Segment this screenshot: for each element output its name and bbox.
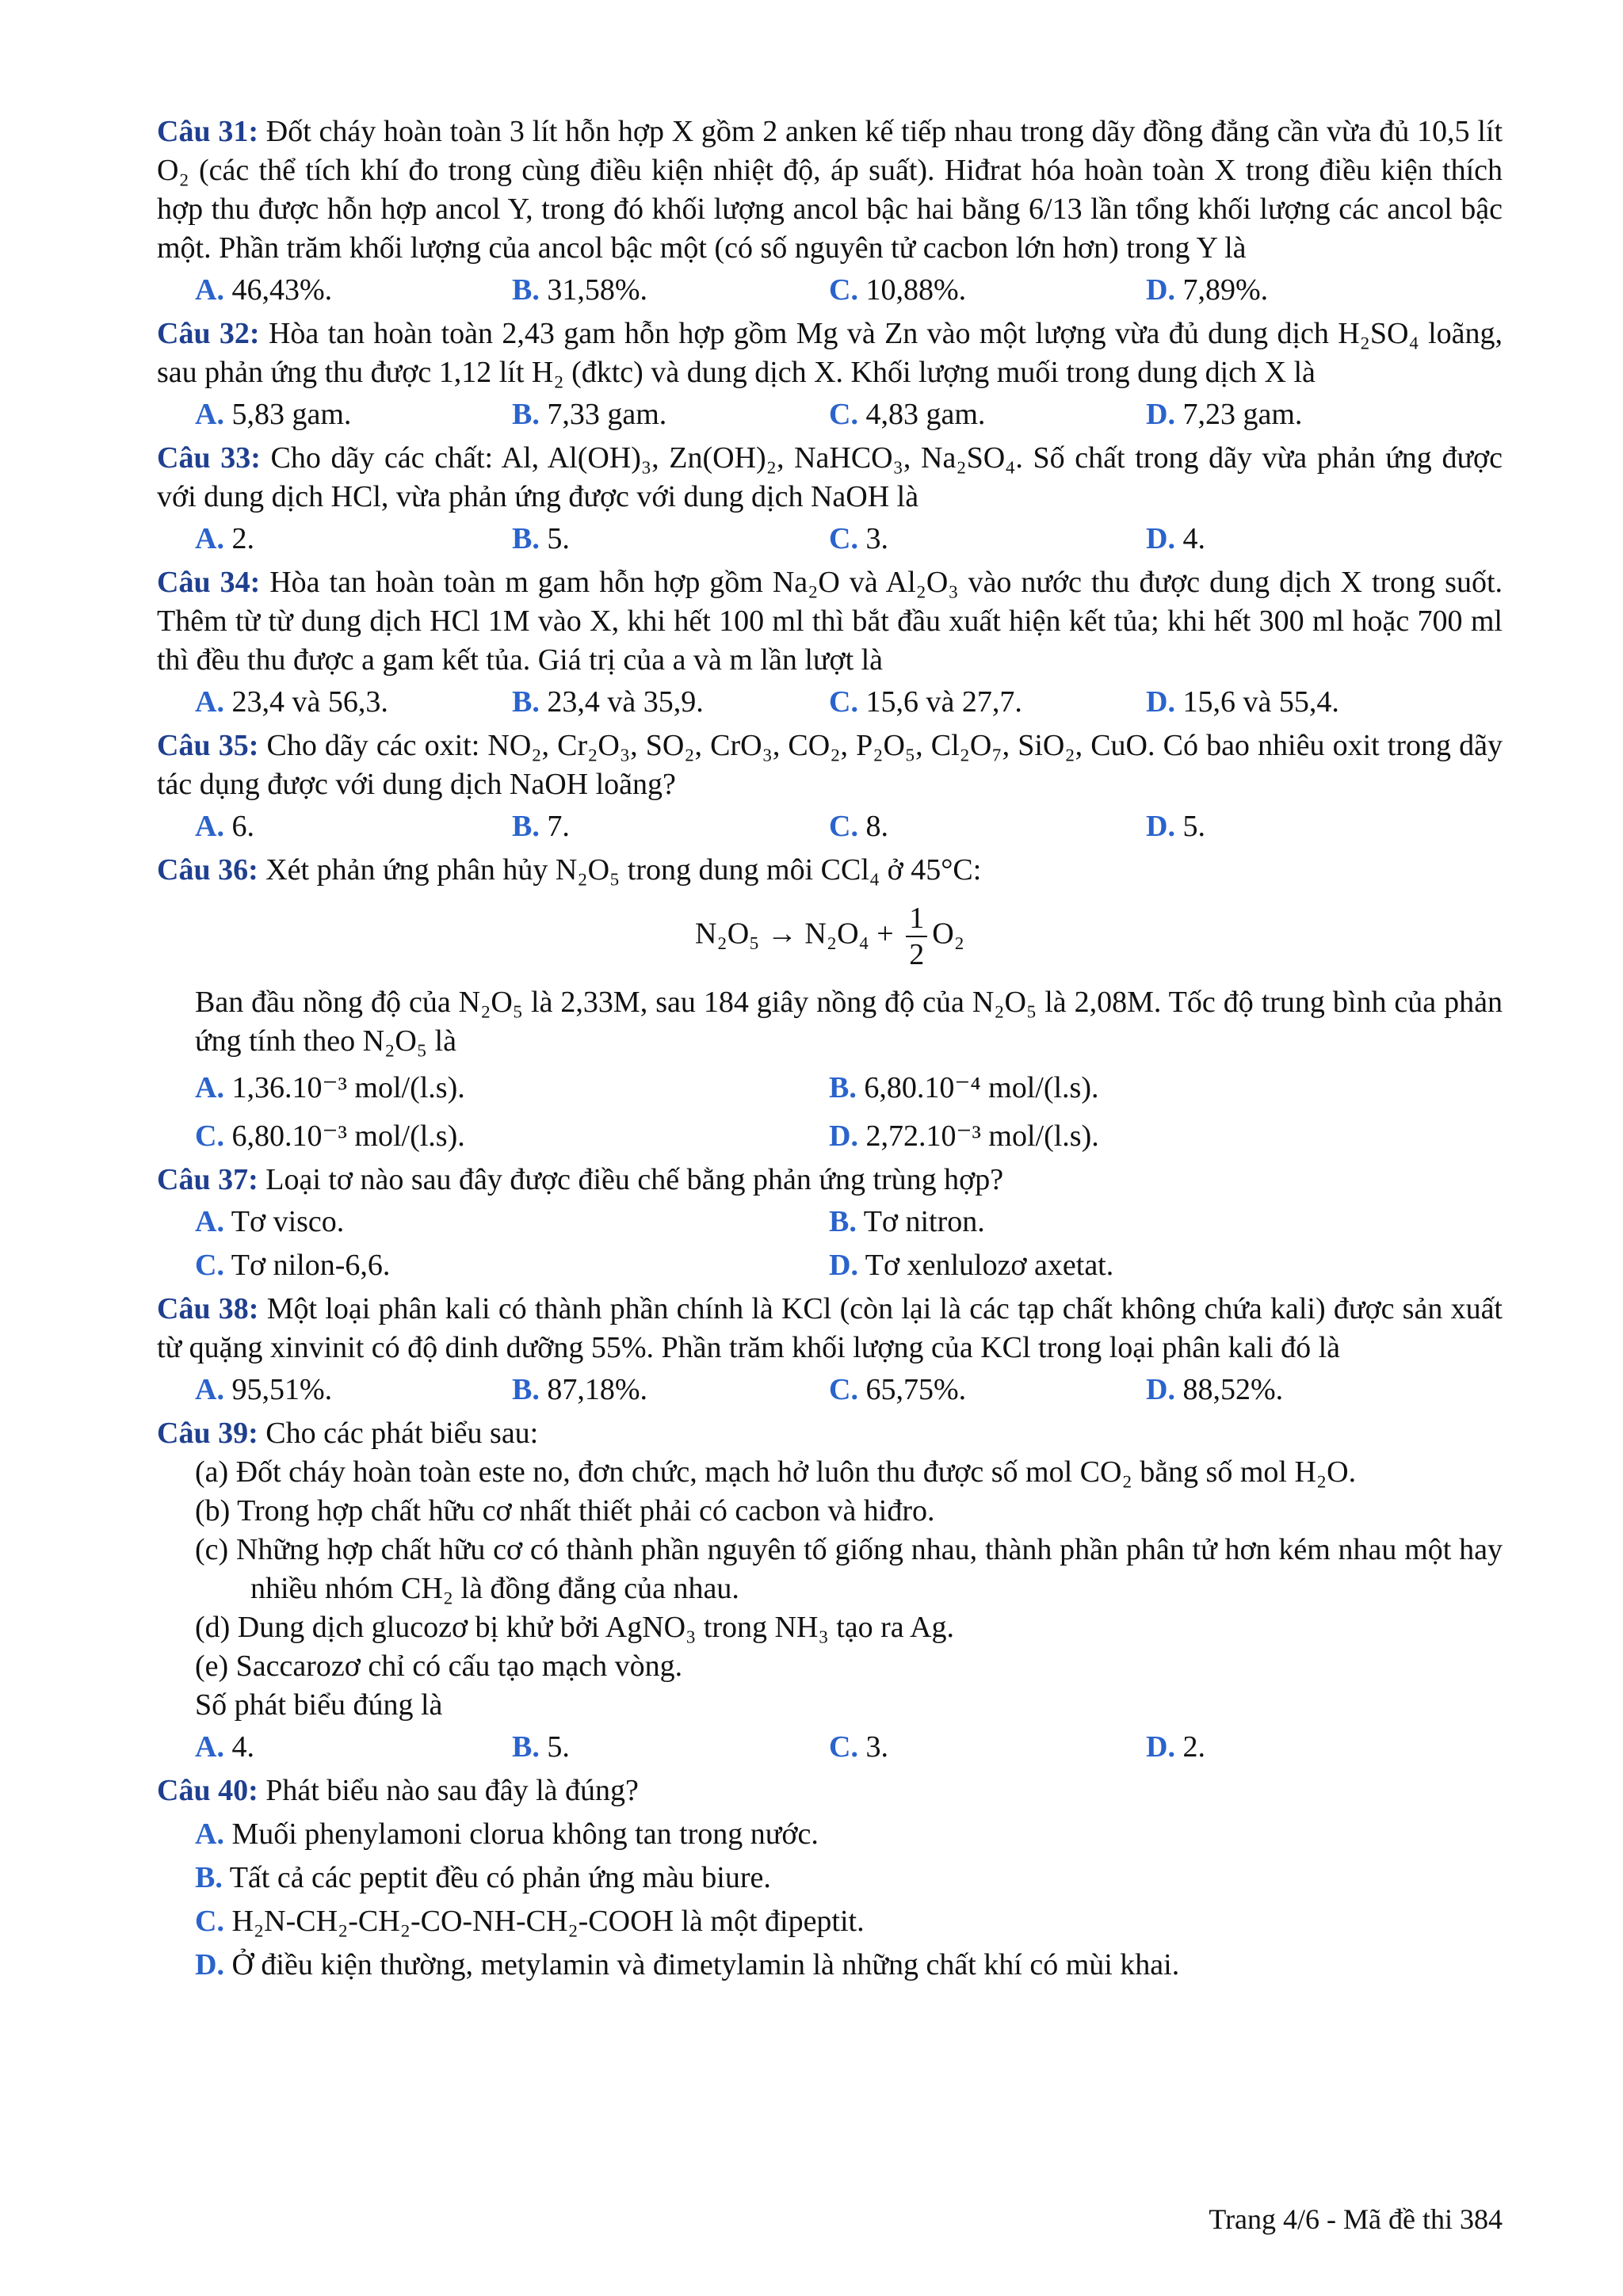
option-letter: A.: [195, 1071, 224, 1104]
option-letter: B.: [512, 1373, 540, 1406]
question-text: Cho các phát biểu sau:: [265, 1417, 539, 1450]
question-label: Câu 36:: [157, 853, 258, 887]
question-label: Câu 33:: [157, 441, 261, 475]
option-letter: B.: [512, 273, 540, 307]
statement-b: (b) Trong hợp chất hữu cơ nhất thiết phải có cacbon và hiđro.: [195, 1494, 935, 1527]
question-text: Đốt cháy hoàn toàn 3 lít hỗn hợp X gồm 2 anken kế tiếp nhau trong dãy đồng đẳng cần vừa đủ 10,5 lít O₂ (các thể tích khí đo trong cùng điều kiện nhiệt độ, áp suất). Hiđrat hóa hoàn toàn X trong điều kiện thích hợp thu được hỗn hợp ancol Y, trong đó khối lượng ancol bậc hai bằng 6/13 lần tổng khối lượng các ancol bậc một. Phần trăm khối lượng của ancol bậc một (có số nguyên tử cacbon lớn hơn) trong Y là: [157, 115, 1503, 265]
option-letter: C.: [829, 810, 858, 843]
option-letter: C.: [195, 1249, 224, 1282]
option-b: [195, 1859, 1503, 1897]
question-40: [157, 1772, 1503, 1810]
option-letter: B.: [512, 685, 540, 719]
fraction: [906, 901, 927, 972]
statement-c: (c) Những hợp chất hữu cơ có thành phần nguyên tố giống nhau, thành phần phân tử hơn kém nhau một hay nhiều nhóm CH₂ là đồng đẳng của nhau.: [195, 1533, 1503, 1605]
option-letter: A.: [195, 685, 224, 719]
question-text: Hòa tan hoàn toàn m gam hỗn hợp gồm Na₂O và Al₂O₃ vào nước thu được dung dịch X trong suốt. Thêm từ từ dung dịch HCl 1M vào X, khi hết 100 ml thì bắt đầu xuất hiện kết tủa; khi hết 300 ml hoặc 700 ml thì đều thu được a gam kết tủa. Giá trị của a và m lần lượt là: [157, 566, 1503, 677]
option-d: [1146, 1728, 1463, 1767]
option-letter: C.: [829, 398, 858, 431]
option-letter: B.: [829, 1205, 857, 1238]
option-letter: A.: [195, 398, 224, 431]
option-text: 4,83 gam.: [865, 398, 986, 431]
option-text: 65,75%.: [865, 1373, 967, 1406]
option-letter: B.: [512, 522, 540, 555]
question-text: Loại tơ nào sau đây được điều chế bằng phản ứng trùng hợp?: [265, 1163, 1004, 1196]
option-text: 2,72.10⁻³ mol/(l.s).: [865, 1119, 1099, 1153]
option-letter: A.: [195, 273, 224, 307]
option-letter: C.: [195, 1905, 224, 1938]
question-37: [157, 1161, 1503, 1199]
option-text: 15,6 và 55,4.: [1182, 685, 1339, 719]
question-32: [157, 315, 1503, 392]
options-38: [195, 1371, 1503, 1409]
option-d: [195, 1946, 1503, 1985]
option-letter: D.: [1146, 685, 1175, 719]
question-text: Phát biểu nào sau đây là đúng?: [265, 1774, 639, 1807]
option-text: 6.: [231, 810, 254, 843]
option-letter: B.: [512, 810, 540, 843]
statement-a: (a) Đốt cháy hoàn toàn este no, đơn chức, mạch hở luôn thu được số mol CO₂ bằng số mol H₂O.: [195, 1455, 1357, 1489]
option-text: Ở điều kiện thường, metylamin và đimetylamin là những chất khí có mùi khai.: [231, 1948, 1180, 1981]
question-label: Câu 37:: [157, 1163, 258, 1196]
question-text: Cho dãy các oxit: NO₂, Cr₂O₃, SO₂, CrO₃, CO₂, P₂O₅, Cl₂O₇, SiO₂, CuO. Có bao nhiêu oxit trong dãy tác dụng được với dung dịch NaOH loãng?: [157, 729, 1503, 801]
options-39: [195, 1728, 1503, 1767]
option-text: 7.: [547, 810, 570, 843]
option-letter: C.: [829, 1373, 858, 1406]
options-33: [195, 520, 1503, 559]
option-d: [1146, 395, 1463, 434]
option-b: [512, 807, 829, 846]
option-b: [512, 271, 829, 310]
question-34: [157, 563, 1503, 680]
option-text: 5.: [1182, 810, 1205, 843]
option-text: 95,51%.: [231, 1373, 333, 1406]
option-letter: D.: [829, 1249, 858, 1282]
option-letter: D.: [1146, 1373, 1175, 1406]
question-label: Câu 39:: [157, 1417, 258, 1450]
question-label: Câu 31:: [157, 115, 258, 148]
option-c: [829, 271, 1146, 310]
option-text: 2.: [231, 522, 254, 555]
option-text: 6,80.10⁻³ mol/(l.s).: [231, 1119, 465, 1153]
option-text: 5.: [547, 1730, 570, 1764]
option-letter: A.: [195, 1373, 224, 1406]
question-label: Câu 40:: [157, 1774, 258, 1807]
exam-content: [157, 113, 1503, 1985]
option-text: 6,80.10⁻⁴ mol/(l.s).: [864, 1071, 1099, 1104]
option-text: Tất cả các peptit đều có phản ứng màu biure.: [229, 1861, 771, 1894]
option-a: [195, 1069, 829, 1108]
option-a: [195, 271, 512, 310]
options-35: [195, 807, 1503, 846]
option-letter: C.: [829, 1730, 858, 1764]
option-text: 15,6 và 27,7.: [865, 685, 1022, 719]
option-text: 1,36.10⁻³ mol/(l.s).: [231, 1071, 465, 1104]
question-label: Câu 35:: [157, 729, 259, 762]
option-d: [829, 1246, 1463, 1285]
statement-d: (d) Dung dịch glucozơ bị khử bởi AgNO₃ trong NH₃ tạo ra Ag.: [195, 1611, 954, 1644]
option-a: [195, 807, 512, 846]
options-36-row1: [195, 1069, 1503, 1108]
option-b: [512, 683, 829, 722]
option-letter: B.: [829, 1071, 857, 1104]
option-text: Tơ nilon-6,6.: [231, 1249, 391, 1282]
option-b: [829, 1069, 1463, 1108]
option-letter: D.: [829, 1119, 858, 1153]
option-letter: A.: [195, 522, 224, 555]
option-letter: D.: [1146, 273, 1175, 307]
option-letter: C.: [829, 685, 858, 719]
reaction-equation: [157, 901, 1503, 972]
fraction-denominator: 2: [909, 938, 925, 971]
question-label: Câu 34:: [157, 566, 261, 599]
option-b: [512, 395, 829, 434]
option-text: 5,83 gam.: [231, 398, 352, 431]
question-label: Câu 32:: [157, 317, 260, 350]
option-letter: A.: [195, 1817, 224, 1851]
option-d: [1146, 1371, 1463, 1409]
option-text: 4.: [231, 1730, 254, 1764]
option-a: [195, 1371, 512, 1409]
option-a: [195, 683, 512, 722]
options-31: [195, 271, 1503, 310]
option-text: 46,43%.: [231, 273, 333, 307]
option-c: [195, 1117, 829, 1156]
options-34: [195, 683, 1503, 722]
option-c: [195, 1902, 1503, 1941]
option-d: [1146, 683, 1463, 722]
options-36-row2: [195, 1117, 1503, 1156]
option-text: 7,89%.: [1182, 273, 1269, 307]
option-text: 3.: [865, 522, 888, 555]
option-d: [829, 1117, 1463, 1156]
option-text: 87,18%.: [547, 1373, 648, 1406]
option-letter: D.: [1146, 522, 1175, 555]
option-text: Tơ xenlulozơ axetat.: [865, 1249, 1114, 1282]
option-letter: D.: [1146, 1730, 1175, 1764]
option-c: [829, 1728, 1146, 1767]
question-31: [157, 113, 1503, 268]
option-letter: C.: [195, 1119, 224, 1153]
page-footer: Trang 4/6 - Mã đề thi 384: [1209, 2203, 1503, 2235]
question-39: [157, 1414, 1503, 1453]
option-text: 10,88%.: [865, 273, 967, 307]
option-d: [1146, 271, 1463, 310]
fraction-numerator: 1: [906, 901, 927, 937]
option-text: 88,52%.: [1182, 1373, 1284, 1406]
option-letter: A.: [195, 810, 224, 843]
option-b: [512, 1728, 829, 1767]
option-text: H₂N-CH₂-CH₂-CO-NH-CH₂-COOH là một đipeptit.: [231, 1905, 865, 1938]
options-37-row1: [195, 1203, 1503, 1241]
option-a: [195, 1728, 512, 1767]
option-letter: B.: [512, 1730, 540, 1764]
option-text: 7,33 gam.: [547, 398, 667, 431]
option-c: [829, 520, 1146, 559]
option-letter: D.: [195, 1948, 224, 1981]
option-text: 4.: [1182, 522, 1205, 555]
question-label: Câu 38:: [157, 1292, 259, 1325]
equation-right: O₂: [932, 917, 964, 951]
option-letter: C.: [829, 522, 858, 555]
option-a: [195, 395, 512, 434]
option-c: [829, 1371, 1146, 1409]
option-text: 31,58%.: [547, 273, 648, 307]
question-text: Một loại phân kali có thành phần chính là KCl (còn lại là các tạp chất không chứa kali) được sản xuất từ quặng xinvinit có độ dinh dưỡng 55%. Phần trăm khối lượng của KCl trong loại phân kali đó là: [157, 1292, 1503, 1364]
option-text: 8.: [865, 810, 888, 843]
question-text: Hòa tan hoàn toàn 2,43 gam hỗn hợp gồm Mg và Zn vào một lượng vừa đủ dung dịch H₂SO₄ loãng, sau phản ứng thu được 1,12 lít H₂ (đktc) và dung dịch X. Khối lượng muối trong dung dịch X là: [157, 317, 1503, 389]
option-letter: C.: [829, 273, 858, 307]
option-text: 3.: [865, 1730, 888, 1764]
option-text: 2.: [1182, 1730, 1205, 1764]
option-text: 7,23 gam.: [1182, 398, 1303, 431]
option-letter: B.: [512, 398, 540, 431]
option-c: [829, 395, 1146, 434]
question-text: Xét phản ứng phân hủy N₂O₅ trong dung môi CCl₄ ở 45°C:: [265, 853, 982, 887]
question-35: [157, 727, 1503, 804]
option-letter: B.: [195, 1861, 223, 1894]
question-36-body: Ban đầu nồng độ của N₂O₅ là 2,33M, sau 184 giây nồng độ của N₂O₅ là 2,08M. Tốc độ trung bình của phản ứng tính theo N₂O₅ là: [195, 986, 1503, 1058]
option-a: [195, 1815, 1503, 1854]
statement-e: (e) Saccarozơ chỉ có cấu tạo mạch vòng.: [195, 1650, 683, 1683]
option-c: [829, 683, 1146, 722]
question-39-ask: Số phát biểu đúng là: [195, 1688, 443, 1722]
options-32: [195, 395, 1503, 434]
option-letter: A.: [195, 1205, 224, 1238]
option-b: [829, 1203, 1463, 1241]
option-letter: D.: [1146, 810, 1175, 843]
option-text: 23,4 và 35,9.: [547, 685, 704, 719]
options-37-row2: [195, 1246, 1503, 1285]
option-c: [195, 1246, 829, 1285]
option-a: [195, 520, 512, 559]
question-33: [157, 439, 1503, 517]
option-text: Tơ nitron.: [863, 1205, 985, 1238]
option-text: 23,4 và 56,3.: [231, 685, 388, 719]
option-text: Muối phenylamoni clorua không tan trong nước.: [231, 1817, 819, 1851]
option-text: Tơ visco.: [231, 1205, 345, 1238]
option-d: [1146, 807, 1463, 846]
equation-left: N₂O₅ → N₂O₄ +: [695, 917, 894, 951]
question-text: Cho dãy các chất: Al, Al(OH)₃, Zn(OH)₂, NaHCO₃, Na₂SO₄. Số chất trong dãy vừa phản ứng được với dung dịch HCl, vừa phản ứng được với dung dịch NaOH là: [157, 441, 1503, 513]
question-38: [157, 1290, 1503, 1367]
option-a: [195, 1203, 829, 1241]
option-b: [512, 1371, 829, 1409]
option-c: [829, 807, 1146, 846]
option-b: [512, 520, 829, 559]
option-letter: D.: [1146, 398, 1175, 431]
question-36: [157, 851, 1503, 890]
option-text: 5.: [547, 522, 570, 555]
option-letter: A.: [195, 1730, 224, 1764]
option-d: [1146, 520, 1463, 559]
